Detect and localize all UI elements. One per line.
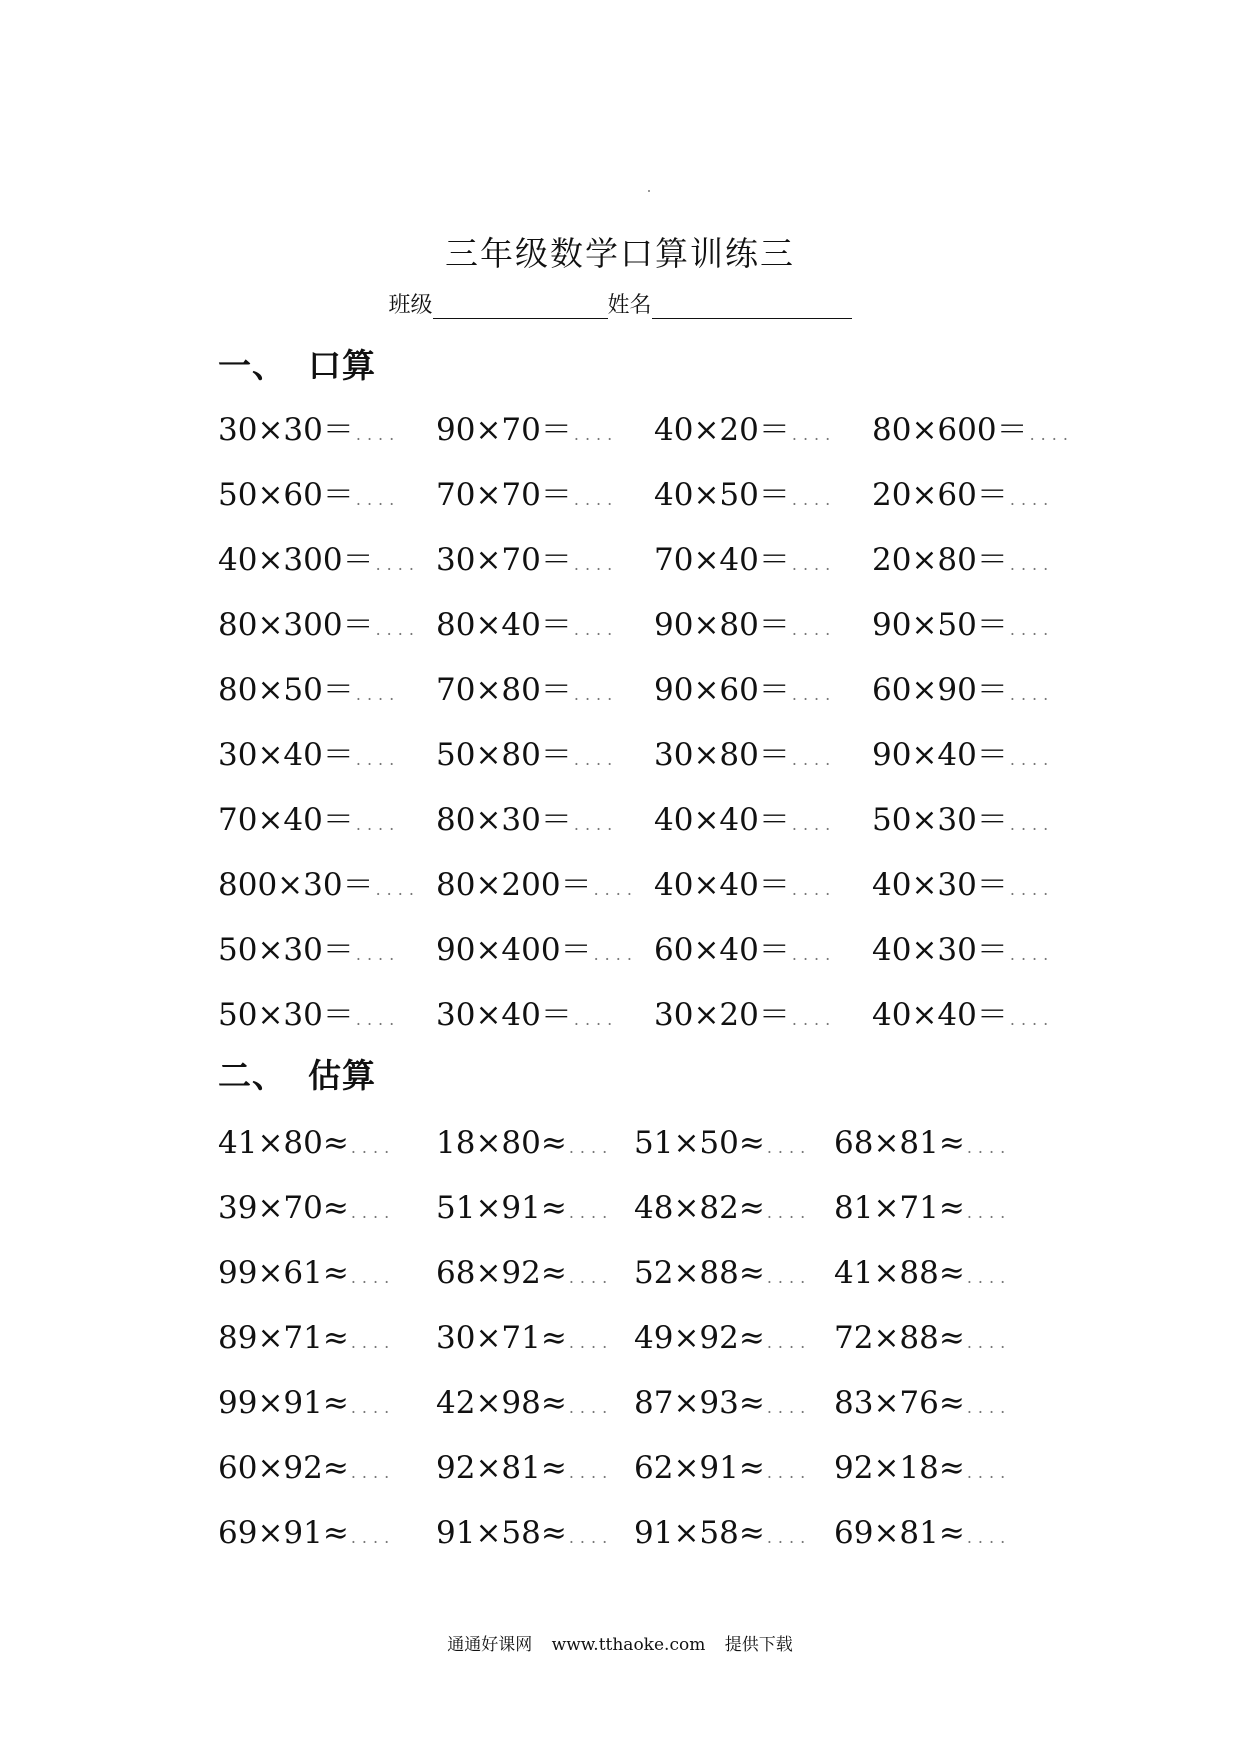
problem-text: 80×40＝ [436, 607, 572, 643]
problem-text: 50×80＝ [436, 737, 572, 773]
problem-text: 40×30＝ [872, 867, 1008, 903]
problem-text: 40×20＝ [654, 412, 790, 448]
problem-item [634, 1320, 811, 1356]
problem-item [834, 1125, 1011, 1161]
problem-item [872, 534, 1054, 579]
answer-space[interactable]: .... [573, 620, 619, 639]
problem-text: 40×40＝ [654, 802, 790, 838]
problem-item [436, 599, 618, 644]
answer-space[interactable]: .... [573, 425, 619, 444]
problem-text: 51×50≈ [634, 1125, 765, 1161]
problem-item [654, 469, 836, 514]
problem-text: 51×91≈ [436, 1190, 567, 1226]
problem-item [834, 1515, 1011, 1551]
problem-text: 40×40＝ [872, 997, 1008, 1033]
problem-text: 60×40＝ [654, 932, 790, 968]
problem-text: 30×80＝ [654, 737, 790, 773]
problem-item [436, 989, 618, 1034]
answer-space[interactable]: .... [966, 1268, 1012, 1287]
answer-space[interactable]: .... [350, 1333, 396, 1352]
problem-text: 50×30＝ [218, 932, 354, 968]
section-2-heading [218, 1050, 376, 1097]
problem-text: 50×60＝ [218, 477, 354, 513]
problem-text: 41×80≈ [218, 1125, 349, 1161]
answer-space[interactable]: .... [568, 1528, 614, 1547]
problem-text: 20×80＝ [872, 542, 1008, 578]
problem-item [834, 1255, 1011, 1291]
problem-item [654, 729, 836, 774]
answer-space[interactable]: .... [568, 1203, 614, 1222]
student-info [0, 288, 1240, 319]
problem-item [654, 599, 836, 644]
problem-text: 60×90＝ [872, 672, 1008, 708]
problem-text: 30×40＝ [436, 997, 572, 1033]
answer-space[interactable]: .... [355, 425, 401, 444]
answer-space[interactable]: .... [1009, 1010, 1055, 1029]
answer-space[interactable]: .... [791, 880, 837, 899]
problem-text: 80×200＝ [436, 867, 592, 903]
answer-space[interactable]: .... [966, 1138, 1012, 1157]
problem-text: 40×50＝ [654, 477, 790, 513]
problem-text: 90×50＝ [872, 607, 1008, 643]
problem-item [872, 794, 1054, 839]
answer-space[interactable]: .... [791, 945, 837, 964]
problem-text: 92×81≈ [436, 1450, 567, 1486]
problem-item [436, 859, 638, 904]
footer-site-name: 通通好课网 [447, 1635, 533, 1655]
answer-space[interactable]: .... [1009, 490, 1055, 509]
problem-text: 90×40＝ [872, 737, 1008, 773]
answer-space[interactable]: .... [791, 1010, 837, 1029]
answer-space[interactable]: .... [375, 620, 420, 639]
answer-space[interactable]: .... [766, 1138, 812, 1157]
problem-text: 99×61≈ [218, 1255, 349, 1291]
class-field[interactable] [433, 296, 608, 319]
answer-space[interactable]: .... [766, 1333, 812, 1352]
problem-text: 80×50＝ [218, 672, 354, 708]
answer-space[interactable]: .... [966, 1528, 1012, 1547]
problem-item [834, 1190, 1011, 1226]
problem-item [654, 859, 836, 904]
problem-item [654, 664, 836, 709]
problem-item [436, 794, 618, 839]
problem-text: 80×600＝ [872, 412, 1028, 448]
problem-text: 72×88≈ [834, 1320, 965, 1356]
answer-space[interactable]: .... [375, 880, 420, 899]
problem-item [436, 664, 618, 709]
problem-item [218, 859, 420, 904]
answer-space[interactable]: .... [568, 1463, 614, 1482]
answer-space[interactable]: .... [1009, 880, 1055, 899]
problem-text: 70×40＝ [218, 802, 354, 838]
problem-text: 40×30＝ [872, 932, 1008, 968]
problem-text: 50×30＝ [218, 997, 354, 1033]
answer-space[interactable]: .... [1009, 945, 1055, 964]
answer-space[interactable]: .... [350, 1398, 396, 1417]
problem-item [436, 1125, 613, 1161]
problem-text: 48×82≈ [634, 1190, 765, 1226]
problem-text: 90×60＝ [654, 672, 790, 708]
problem-text: 90×80＝ [654, 607, 790, 643]
problem-item [654, 989, 836, 1034]
problem-item [218, 1385, 395, 1421]
problem-text: 49×92≈ [634, 1320, 765, 1356]
answer-space[interactable]: .... [966, 1333, 1012, 1352]
section-1-number: 一、 [218, 346, 286, 385]
problem-item [218, 1125, 395, 1161]
problem-text: 91×58≈ [634, 1515, 765, 1551]
problem-item [872, 989, 1054, 1034]
problem-item [436, 1450, 613, 1486]
answer-space[interactable]: .... [568, 1398, 614, 1417]
problem-text: 90×400＝ [436, 932, 592, 968]
answer-space[interactable]: .... [375, 555, 420, 574]
answer-space[interactable]: .... [966, 1398, 1012, 1417]
answer-space[interactable]: .... [355, 750, 401, 769]
answer-space[interactable]: .... [355, 815, 401, 834]
problem-text: 69×81≈ [834, 1515, 965, 1551]
problem-item [872, 664, 1054, 709]
problem-item [834, 1385, 1011, 1421]
answer-space[interactable]: .... [766, 1528, 812, 1547]
section-2-name: 估算 [308, 1056, 376, 1095]
problem-item [834, 1320, 1011, 1356]
answer-space[interactable]: .... [573, 490, 619, 509]
answer-space[interactable]: .... [791, 685, 837, 704]
problem-item [218, 469, 400, 514]
answer-space[interactable]: .... [766, 1398, 812, 1417]
problem-text: 68×92≈ [436, 1255, 567, 1291]
problem-item [872, 599, 1054, 644]
answer-space[interactable]: .... [1009, 620, 1055, 639]
problem-text: 92×18≈ [834, 1450, 965, 1486]
answer-space[interactable]: .... [573, 555, 619, 574]
answer-space[interactable]: .... [1009, 685, 1055, 704]
problem-item [634, 1255, 811, 1291]
problem-item [218, 404, 400, 449]
answer-space[interactable]: .... [355, 1010, 401, 1029]
problem-text: 70×80＝ [436, 672, 572, 708]
problem-text: 30×70＝ [436, 542, 572, 578]
problem-text: 30×20＝ [654, 997, 790, 1033]
answer-space[interactable]: .... [573, 815, 619, 834]
section-1-heading [218, 340, 376, 387]
problem-text: 18×80≈ [436, 1125, 567, 1161]
footer-url: www.tthaoke.com [551, 1635, 706, 1655]
answer-space[interactable]: .... [1009, 555, 1055, 574]
problem-item [218, 924, 400, 969]
answer-space[interactable]: .... [766, 1463, 812, 1482]
answer-space[interactable]: .... [568, 1333, 614, 1352]
problem-text: 42×98≈ [436, 1385, 567, 1421]
answer-space[interactable]: .... [350, 1268, 396, 1287]
problem-text: 62×91≈ [634, 1450, 765, 1486]
answer-space[interactable]: .... [355, 945, 401, 964]
name-field[interactable] [652, 296, 852, 319]
answer-space[interactable]: .... [791, 620, 837, 639]
problem-item [872, 469, 1054, 514]
problem-item [436, 1320, 613, 1356]
answer-space[interactable]: .... [593, 945, 638, 964]
answer-space[interactable]: .... [573, 1010, 619, 1029]
problem-text: 40×300＝ [218, 542, 374, 578]
answer-space[interactable]: .... [791, 425, 837, 444]
problem-text: 80×30＝ [436, 802, 572, 838]
problem-item [436, 924, 638, 969]
problem-text: 68×81≈ [834, 1125, 965, 1161]
problem-text: 70×70＝ [436, 477, 572, 513]
problem-item [654, 534, 836, 579]
answer-space[interactable]: .... [573, 685, 619, 704]
problem-item [436, 729, 618, 774]
problem-item [436, 1255, 613, 1291]
answer-space[interactable]: .... [1029, 425, 1074, 444]
answer-space[interactable]: .... [766, 1203, 812, 1222]
answer-space[interactable]: .... [350, 1138, 396, 1157]
section-2-number: 二、 [218, 1056, 286, 1095]
problem-item [218, 664, 400, 709]
problem-text: 89×71≈ [218, 1320, 349, 1356]
problem-text: 41×88≈ [834, 1255, 965, 1291]
problem-item [218, 794, 400, 839]
section-1-name: 口算 [308, 346, 376, 385]
problem-text: 20×60＝ [872, 477, 1008, 513]
problem-item [872, 924, 1054, 969]
problem-text: 90×70＝ [436, 412, 572, 448]
footer [0, 1630, 1240, 1655]
problem-text: 30×30＝ [218, 412, 354, 448]
answer-space[interactable]: .... [966, 1463, 1012, 1482]
problem-item [218, 989, 400, 1034]
problem-text: 91×58≈ [436, 1515, 567, 1551]
problem-item [218, 1320, 395, 1356]
answer-space[interactable]: .... [593, 880, 638, 899]
problem-text: 39×70≈ [218, 1190, 349, 1226]
problem-text: 99×91≈ [218, 1385, 349, 1421]
problem-item [436, 1190, 613, 1226]
problem-text: 70×40＝ [654, 542, 790, 578]
answer-space[interactable]: .... [966, 1203, 1012, 1222]
problem-item [634, 1190, 811, 1226]
problem-text: 52×88≈ [634, 1255, 765, 1291]
answer-space[interactable]: .... [791, 490, 837, 509]
answer-space[interactable]: .... [1009, 750, 1055, 769]
answer-space[interactable]: .... [766, 1268, 812, 1287]
problem-item [218, 1450, 395, 1486]
class-label: 班级 [388, 293, 433, 318]
answer-space[interactable]: .... [350, 1528, 396, 1547]
problem-item [872, 729, 1054, 774]
problem-text: 800×30＝ [218, 867, 374, 903]
problem-item [654, 924, 836, 969]
answer-space[interactable]: .... [568, 1268, 614, 1287]
problem-item [218, 1255, 395, 1291]
answer-space[interactable]: .... [791, 815, 837, 834]
problem-item [218, 729, 400, 774]
page-title: 三年级数学口算训练三 [445, 234, 795, 273]
problem-item [436, 404, 618, 449]
problem-item [634, 1385, 811, 1421]
name-label: 姓名 [607, 293, 652, 318]
problem-text: 30×71≈ [436, 1320, 567, 1356]
answer-space[interactable]: .... [350, 1203, 396, 1222]
footer-suffix: 提供下载 [724, 1635, 793, 1655]
page-mark [648, 190, 650, 192]
problem-item [834, 1450, 1011, 1486]
problem-item [872, 859, 1054, 904]
problem-text: 40×40＝ [654, 867, 790, 903]
answer-space[interactable]: .... [573, 750, 619, 769]
answer-space[interactable]: .... [791, 750, 837, 769]
problem-item [634, 1450, 811, 1486]
problem-item [436, 534, 618, 579]
problem-item [436, 1515, 613, 1551]
answer-space[interactable]: .... [791, 555, 837, 574]
problem-item [436, 1385, 613, 1421]
problem-item [654, 794, 836, 839]
answer-space[interactable]: .... [350, 1463, 396, 1482]
problem-item [872, 404, 1074, 449]
problem-text: 81×71≈ [834, 1190, 965, 1226]
problem-text: 69×91≈ [218, 1515, 349, 1551]
problem-text: 60×92≈ [218, 1450, 349, 1486]
problem-item [634, 1125, 811, 1161]
problem-text: 50×30＝ [872, 802, 1008, 838]
problem-text: 30×40＝ [218, 737, 354, 773]
problem-item [436, 469, 618, 514]
problem-item [218, 599, 420, 644]
problem-text: 80×300＝ [218, 607, 374, 643]
problem-item [634, 1515, 811, 1551]
problem-text: 83×76≈ [834, 1385, 965, 1421]
problem-item [218, 534, 420, 579]
problem-item [218, 1190, 395, 1226]
answer-space[interactable]: .... [355, 490, 401, 509]
problem-text: 87×93≈ [634, 1385, 765, 1421]
problem-item [654, 404, 836, 449]
problem-item [218, 1515, 395, 1551]
answer-space[interactable]: .... [568, 1138, 614, 1157]
answer-space[interactable]: .... [1009, 815, 1055, 834]
answer-space[interactable]: .... [355, 685, 401, 704]
